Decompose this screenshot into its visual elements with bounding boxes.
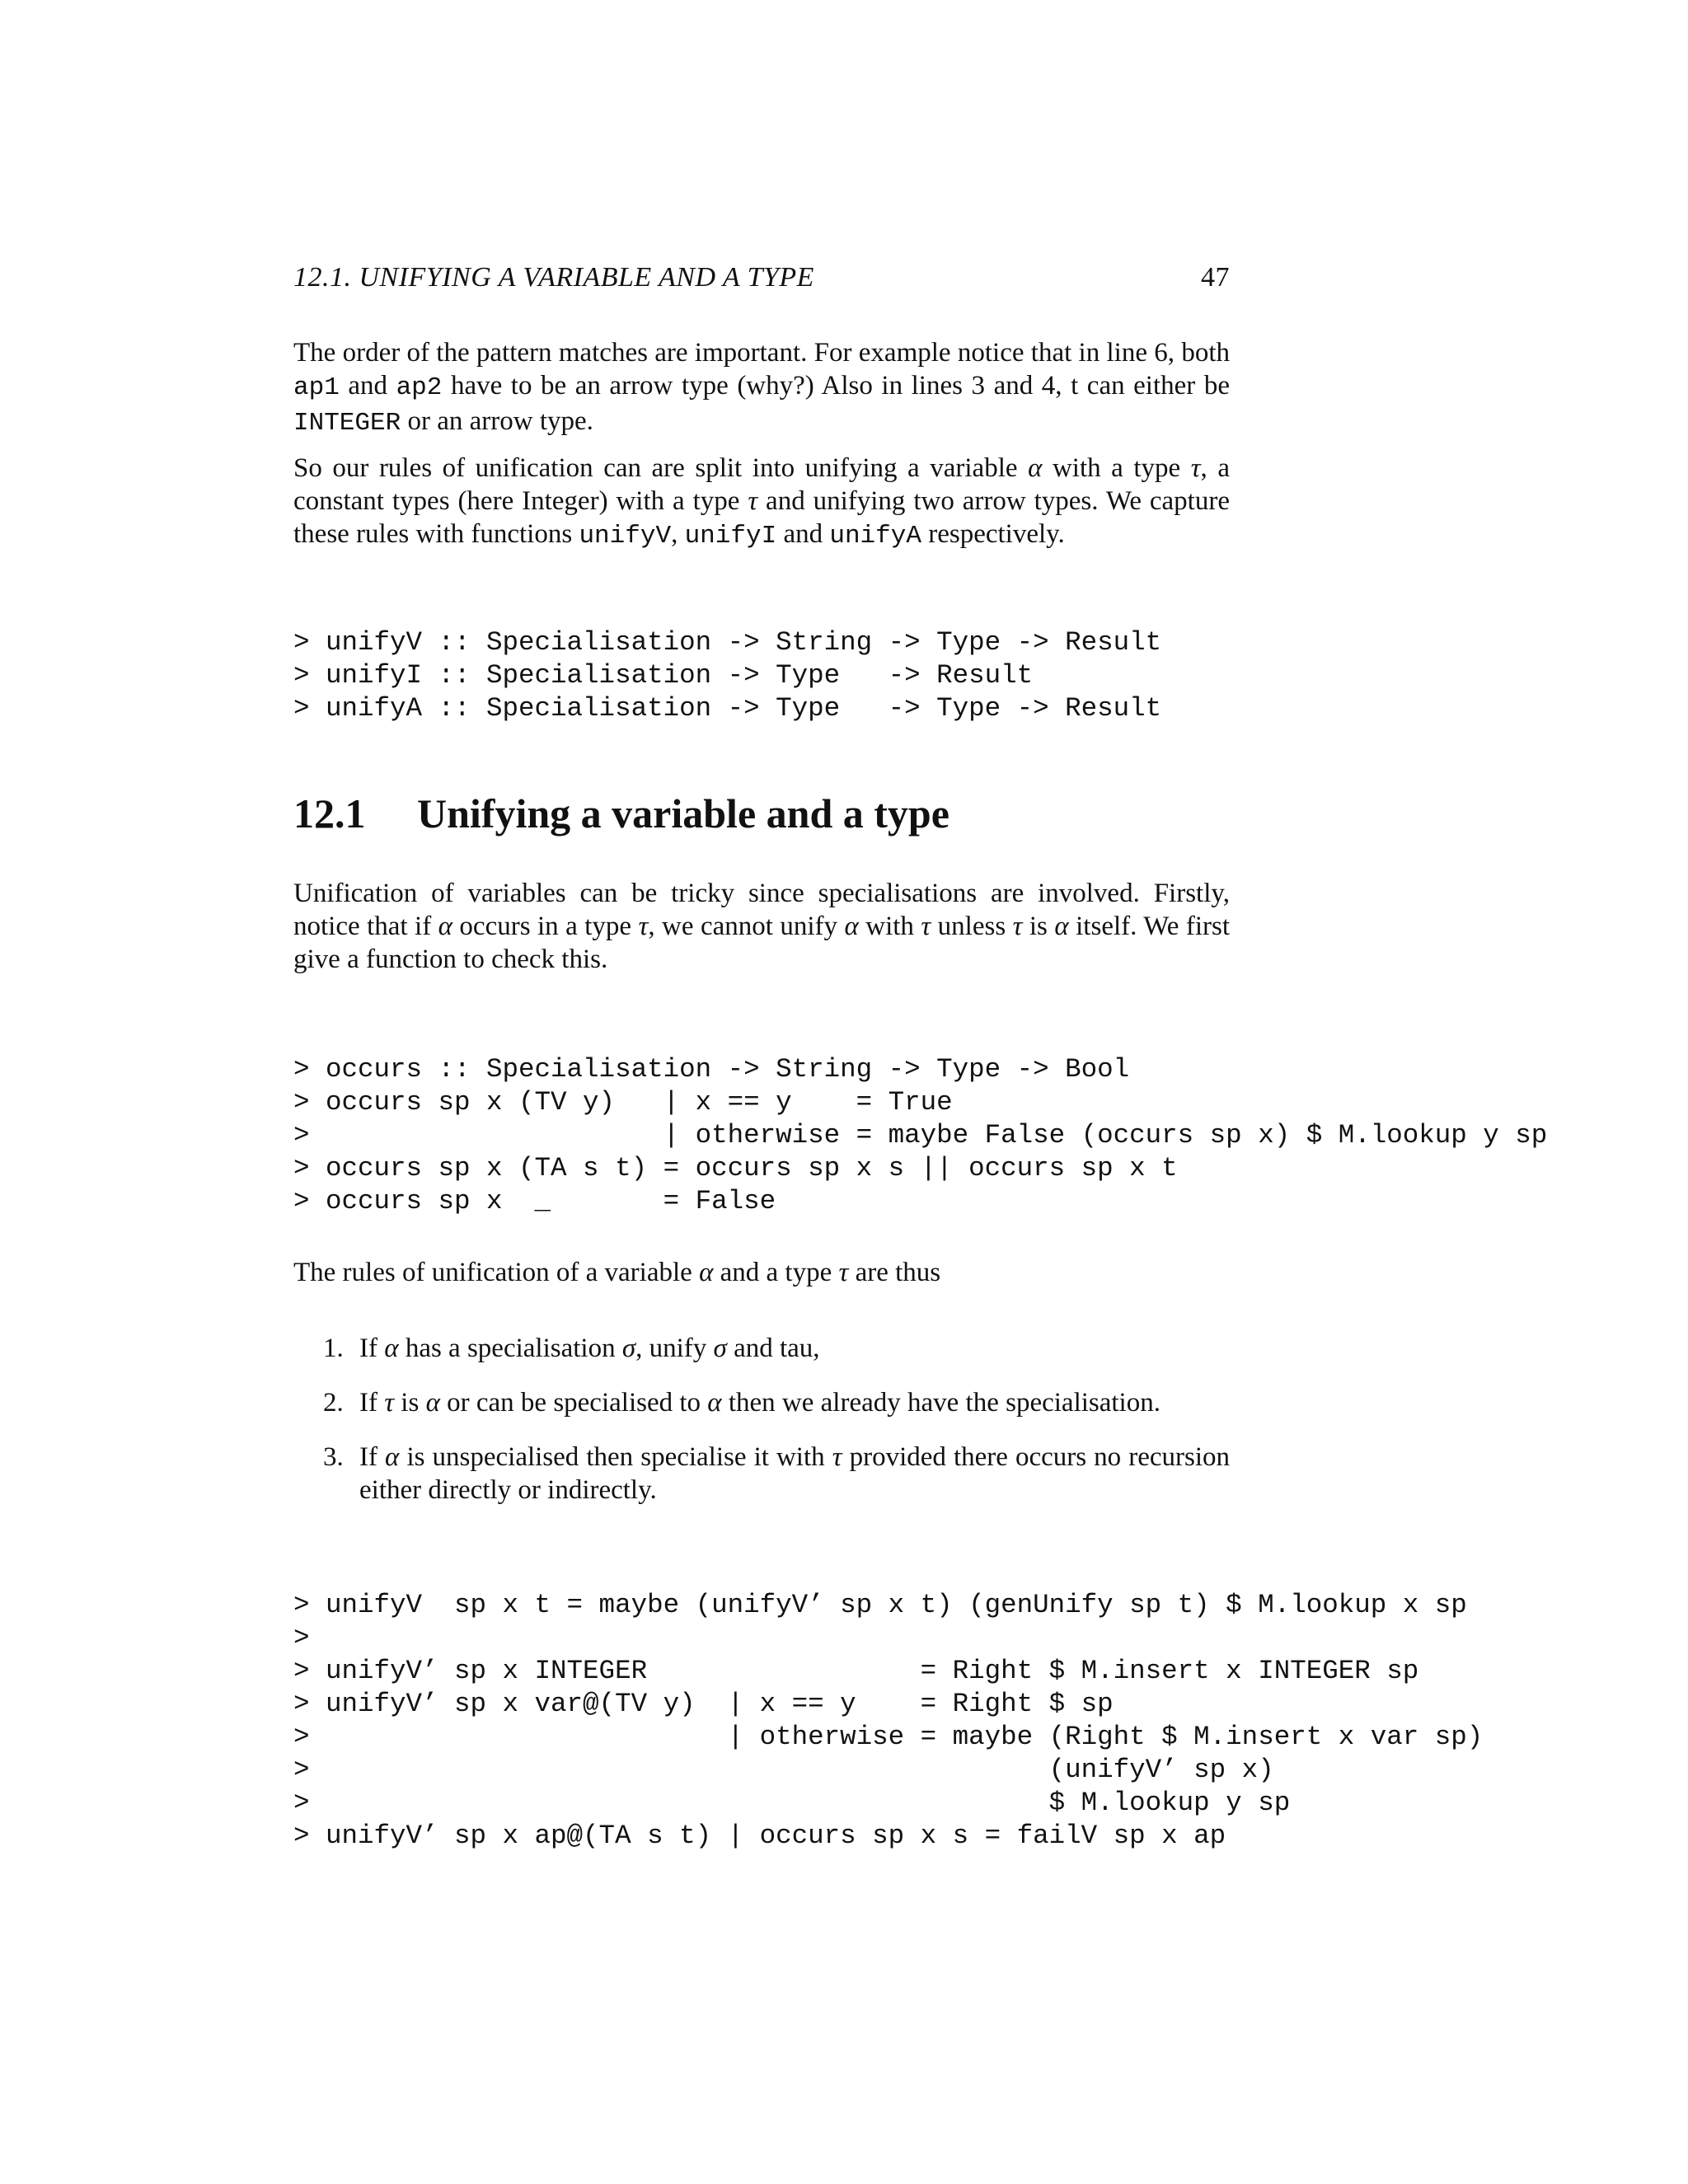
- section-heading: [293, 790, 950, 837]
- math-tau: τ: [1190, 453, 1201, 483]
- section-number: 12.1: [293, 790, 366, 837]
- code-block-occurs: > occurs :: Specialisation -> String -> Type -> Bool > occurs sp x (TV y) | x == y = True > | otherwise = maybe False (occurs sp x) $ M.lookup y sp > occurs sp x (TA s t) = occurs sp x s || occurs sp x t > occurs sp x _ = False: [293, 1054, 1548, 1216]
- code-block-unifyV: > unifyV sp x t = maybe (unifyV’ sp x t) (genUnify sp t) $ M.lookup x sp > > unifyV’ sp x INTEGER = Right $ M.insert x INTEGER sp > unifyV’ sp x var@(TV y) | x == y = Right $ sp > | otherwise = maybe (Right $ M.insert x var sp) > (unifyV’ sp x) > $ M.lookup y sp > unifyV’ sp x ap@(TA s t) | occurs sp x s = failV sp x ap: [293, 1590, 1484, 1851]
- section-intro-paragraph: Unification of variables can be tricky since specialisations are involved. Firstly, notice that if α occurs in a type τ, we cannot unify α with τ unless τ is α itself. We first give a function to check this.: [293, 879, 1230, 974]
- math-alpha: α: [1028, 453, 1043, 483]
- inline-code-unifyI: unifyI: [684, 522, 777, 551]
- page-number: 47: [1201, 262, 1230, 293]
- running-title: 12.1. UNIFYING A VARIABLE AND A TYPE: [293, 262, 814, 293]
- intro-paragraph-1: The order of the pattern matches are important. For example notice that in line 6, both ap1 and ap2 have to be an arrow type (why?) Also in lines 3 and 4, t can either be INTEGER or an arrow type.: [293, 338, 1230, 438]
- inline-code-integer: INTEGER: [293, 409, 401, 438]
- list-item: 2. If τ is α or can be specialised to α then we already have the specialisation.: [323, 1388, 1160, 1418]
- inline-code-ap2: ap2: [396, 373, 443, 402]
- list-item: 3. If α is unspecialised then specialise it with τ provided there occurs no recursion either directly or indirectly.: [323, 1442, 1230, 1505]
- list-item: 1. If α has a specialisation σ, unify σ and tau,: [323, 1333, 820, 1363]
- unification-rules-list: [293, 1332, 1230, 1528]
- section-title: Unifying a variable and a type: [417, 790, 950, 837]
- intro-paragraph-2: So our rules of unification can are split into unifying a variable α with a type τ, a constant types (here Integer) with a type τ and unifying two arrow types. We capture these rules with functions unifyV, unifyI and unifyA respectively.: [293, 453, 1230, 551]
- rules-intro-paragraph: The rules of unification of a variable α and a type τ are thus: [293, 1258, 941, 1287]
- running-header: [293, 262, 1230, 293]
- inline-code-unifyV: unifyV: [579, 522, 672, 551]
- math-tau: τ: [748, 486, 758, 516]
- inline-code-ap1: ap1: [293, 373, 340, 402]
- code-block-signatures: > unifyV :: Specialisation -> String -> Type -> Result > unifyI :: Specialisation -> Type -> Result > unifyA :: Specialisation -> Type -> Type -> Result: [293, 627, 1162, 724]
- inline-code-unifyA: unifyA: [829, 522, 921, 551]
